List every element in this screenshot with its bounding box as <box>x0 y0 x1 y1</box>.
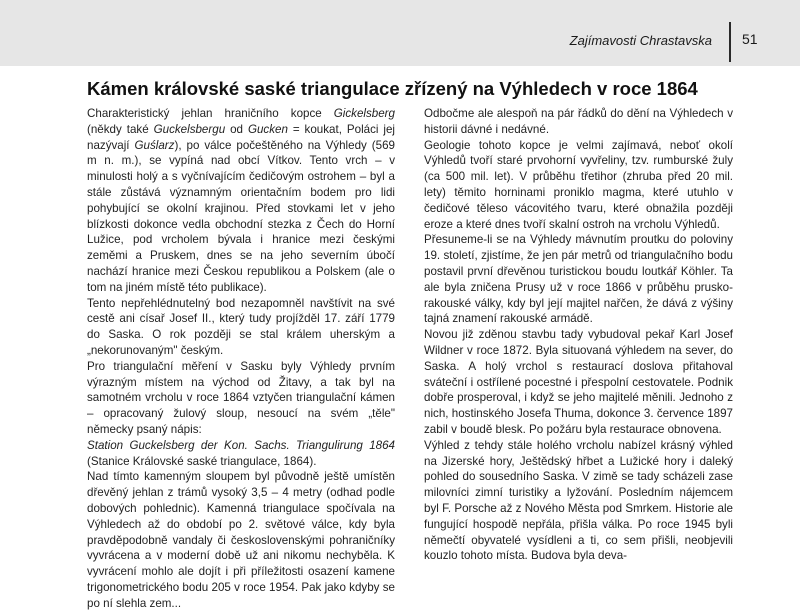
right-paragraph: Novou již zděnou stavbu tady vybudoval pekař Karl Josef Wildner v roce 1872. Byla situovaná výhledem na sever, do Saska. A holý vrchol s restaurací doslova přitahoval sváteční i ostřílené pocestné i přespolní cestovatele. Podnik dobře prosperoval, i když se jeho majitelé měnili. Jednoho z nich, hostinského Josefa Thuma, dokonce 3. července 1897 zabil v boudě blesk. Po požáru byla restaurace obnovena. <box>424 328 733 436</box>
article-title: Kámen královské saské triangulace zřízený na Výhledech v roce 1864 <box>87 78 698 99</box>
italic-text: Gucken <box>247 122 288 136</box>
paragraph-text: (Stanice Královské saské triangulace, 1864). <box>87 454 317 468</box>
right-column <box>424 106 733 564</box>
paragraph-text: Tento nepřehlédnutelný bod nezapomněl navštívit na své cestě ani císař Josef II., který tudy projížděl 17. září 1779 do Saska. O rok později se stal králem uherským a „nekorunovaným" českým. <box>87 296 395 357</box>
running-head: Zajímavosti Chrastavska <box>569 33 712 48</box>
left-paragraph <box>87 296 395 359</box>
right-paragraph: Přesuneme-li se na Výhledy mávnutím proutku do poloviny 19. století, zjistíme, že jen pár metrů od triangulačního bodu postavil první dřevěnou turistickou boudu loutkář Köhler. Ta ale byla zničena Prusy už v roce 1866 v průběhu prusko-rakouské války, kdy byl její majitel nařčen, že dává z výšiny tajná znamení rakouské armádě. <box>424 233 733 326</box>
paragraph-text: Nad tímto kamenným sloupem byl původně ještě umístěn dřevěný jehlan z trámů vysoký 3,5 – 4 metry (odhad podle dobových pohlednic). Kamenná triangulace spočívala na Výhledech až do období po 2. světové válce, kdy byla pravděpodobně vandaly či československými pohraničníky vyvrácena a v moderní době už ani nikomu nechyběla. K vyvrácení mohlo ale dojít i při příležitosti osazení kamene trigonometrického bodu 205 v roce 1954. Pak jako kdyby se po ní slehla zem... <box>87 470 395 610</box>
paragraph-text: = koukat, Poláci jej nazývají <box>87 122 396 152</box>
italic-text: Gickelsberg <box>333 107 395 120</box>
left-paragraph <box>87 469 395 611</box>
paragraph-text: (někdy také <box>87 122 154 136</box>
right-paragraph: Geologie tohoto kopce je velmi zajímavá, neboť okolí Výhledů tvoří staré prvohorní vyvřeliny, tzv. rumburské žuly (ca 500 mil. let). V průběhu třetihor (zhruba před 20 mil. lety) těmito horninami proniklo magma, které utuhlo v čedičové těleso vácovitého tvaru, které obnažila později eroze a které dnes tvoří skalní ostroh na vrcholu Výhledů. <box>424 138 733 231</box>
left-column <box>87 106 395 612</box>
paragraph-text: od <box>225 122 248 136</box>
paragraph-text: Charakteristický jehlan hraničního kopce <box>87 107 334 120</box>
header-divider <box>729 22 731 62</box>
italic-text: Guślarz <box>134 138 175 152</box>
italic-text: Station Guckelsberg der Kon. Sachs. Triangulirung 1864 <box>87 438 395 452</box>
right-paragraph: Výhled z tehdy stále holého vrcholu nabízel krásný výhled na Jizerské hory, Ještědský hřbet a Lužické hory i daleký pohled do sousedního Saska. V zimě se tady scházeli zase milovníci zimní turistiky a lyžování. Posledním nájemcem byl F. Porsche až z Nového Města pod Smrkem. Historie ale fungující hospodě nepřála, přišla válka. Po roce 1945 byli němečtí obyvatelé vysídleni a ti, co sem přišli, neobjevili kouzlo tohoto místa. Budova byla deva- <box>424 438 733 563</box>
italic-text: Guckelsbergu <box>153 122 226 136</box>
left-paragraph <box>87 359 395 438</box>
paragraph-text: Pro triangulační měření v Sasku byly Výhledy prvním výrazným místem na východ od Žitavy, a tak byl na samotném vrcholu v roce 1864 vztyčen triangulační kámen – opracovaný žulový sloup, nesoucí na svém „těle" německy psaný nápis: <box>87 359 395 436</box>
page-number: 51 <box>742 31 758 47</box>
left-paragraph <box>87 438 395 470</box>
paragraph-text: ), po válce počeštěného na Výhledy (569 m n. m.), se vypíná nad obcí Vítkov. Tento vrch – v minulosti holý a s vyčnívajícím čedičovým ostrohem – byl a stále zůstává významným orientačním bodem pro lidi pohybující se okolní krajinou. Před stovkami let v jeho blízkosti dokonce vedla obchodní stezka z Čech do Horní Lužice, pod vrcholem bývala i hranice mezi českými zeměmi a Pruskem, dnes se na jeho severním úbočí nachází hranice mezi Českou republikou a Polskem (ale o tom na jiném místě této publikace). <box>87 138 395 294</box>
right-paragraph: Odbočme ale alespoň na pár řádků do dění na Výhledech v historii dávné i nedávné. <box>424 107 733 136</box>
left-paragraph <box>87 106 395 296</box>
